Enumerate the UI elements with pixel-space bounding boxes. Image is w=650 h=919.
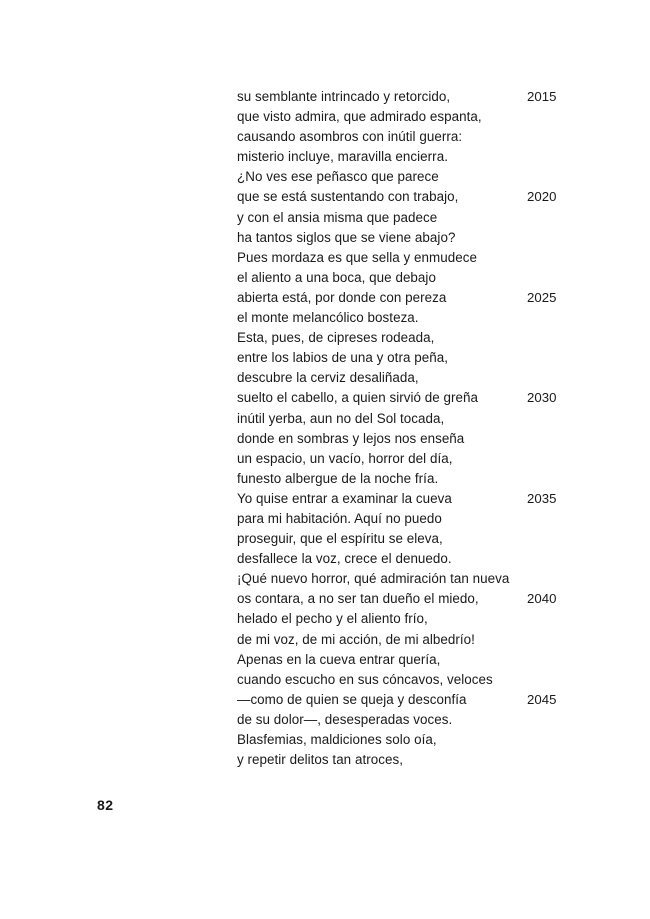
verse-text: misterio incluye, maravilla encierra. xyxy=(237,149,448,165)
verse-line xyxy=(237,750,567,770)
verse-line xyxy=(237,650,567,670)
verse-text: proseguir, que el espíritu se eleva, xyxy=(237,531,443,547)
line-number: 2020 xyxy=(527,189,557,205)
verse-text: que se está sustentando con trabajo, xyxy=(237,189,459,205)
verse-text: os contara, a no ser tan dueño el miedo, xyxy=(237,591,479,607)
verse-line xyxy=(237,690,567,710)
verse-text: donde en sombras y lejos nos enseña xyxy=(237,430,465,446)
verse-text: y repetir delitos tan atroces, xyxy=(237,752,403,768)
verse-line xyxy=(237,469,567,489)
verse-text: ¡Qué nuevo horror, qué admiración tan nueva xyxy=(237,571,510,587)
verse-line xyxy=(237,248,567,268)
verse-line xyxy=(237,348,567,368)
verse-line xyxy=(237,429,567,449)
verse-line xyxy=(237,529,567,549)
verse-line xyxy=(237,589,567,609)
verse-line xyxy=(237,549,567,569)
verse-text: para mi habitación. Aquí no puedo xyxy=(237,510,442,526)
verse-text: inútil yerba, aun no del Sol tocada, xyxy=(237,410,445,426)
verse-line xyxy=(237,489,567,509)
verse-line xyxy=(237,409,567,429)
verse-text: el monte melancólico bosteza. xyxy=(237,310,419,326)
verse-line xyxy=(237,509,567,529)
verse-line xyxy=(237,308,567,328)
verse-text: y con el ansia misma que padece xyxy=(237,209,438,225)
verse-text: desfallece la voz, crece el denuedo. xyxy=(237,551,452,567)
verse-text: de su dolor—, desesperadas voces. xyxy=(237,711,453,727)
verse-text: Pues mordaza es que sella y enmudece xyxy=(237,249,477,265)
verse-line xyxy=(237,208,567,228)
verse-text: abierta está, por donde con pereza xyxy=(237,289,447,305)
verse-text: ha tantos siglos que se viene abajo? xyxy=(237,229,456,245)
verse-block xyxy=(237,87,567,770)
verse-line xyxy=(237,288,567,308)
verse-line xyxy=(237,228,567,248)
verse-text: de mi voz, de mi acción, de mi albedrío! xyxy=(237,631,475,647)
verse-line xyxy=(237,670,567,690)
verse-line xyxy=(237,328,567,348)
page-number: 82 xyxy=(97,797,114,813)
verse-text: Apenas en la cueva entrar quería, xyxy=(237,651,441,667)
verse-text: ¿No ves ese peñasco que parece xyxy=(237,169,439,185)
verse-text: Yo quise entrar a examinar la cueva xyxy=(237,490,452,506)
verse-text: descubre la cerviz desaliñada, xyxy=(237,370,419,386)
line-number: 2045 xyxy=(527,691,557,707)
verse-line xyxy=(237,268,567,288)
line-number: 2025 xyxy=(527,289,557,305)
verse-line xyxy=(237,730,567,750)
verse-line xyxy=(237,710,567,730)
verse-text: Esta, pues, de cipreses rodeada, xyxy=(237,330,435,346)
line-number: 2040 xyxy=(527,591,557,607)
line-number: 2015 xyxy=(527,89,557,104)
verse-text: el aliento a una boca, que debajo xyxy=(237,269,436,285)
verse-line xyxy=(237,630,567,650)
verse-line xyxy=(237,127,567,147)
verse-text: un espacio, un vacío, horror del día, xyxy=(237,450,453,466)
verse-line xyxy=(237,167,567,187)
verse-text: entre los labios de una y otra peña, xyxy=(237,350,448,366)
verse-text: causando asombros con inútil guerra: xyxy=(237,129,463,145)
verse-line xyxy=(237,449,567,469)
verse-text: funesto albergue de la noche fría. xyxy=(237,470,439,486)
verse-text: cuando escucho en sus cóncavos, veloces xyxy=(237,671,493,687)
line-number: 2030 xyxy=(527,390,557,406)
verse-line xyxy=(237,107,567,127)
verse-line xyxy=(237,87,567,107)
line-number: 2035 xyxy=(527,490,557,506)
verse-text: —como de quien se queja y desconfía xyxy=(237,691,467,707)
verse-line xyxy=(237,569,567,589)
verse-text: helado el pecho y el aliento frío, xyxy=(237,611,428,627)
verse-text: suelto el cabello, a quien sirvió de greña xyxy=(237,390,479,406)
verse-text: que visto admira, que admirado espanta, xyxy=(237,109,482,125)
verse-text: Blasfemias, maldiciones solo oía, xyxy=(237,732,437,747)
verse-line xyxy=(237,147,567,167)
verse-line xyxy=(237,388,567,408)
verse-line xyxy=(237,368,567,388)
verse-text: su semblante intrincado y retorcido, xyxy=(237,89,451,104)
verse-line xyxy=(237,609,567,629)
verse-line xyxy=(237,187,567,207)
